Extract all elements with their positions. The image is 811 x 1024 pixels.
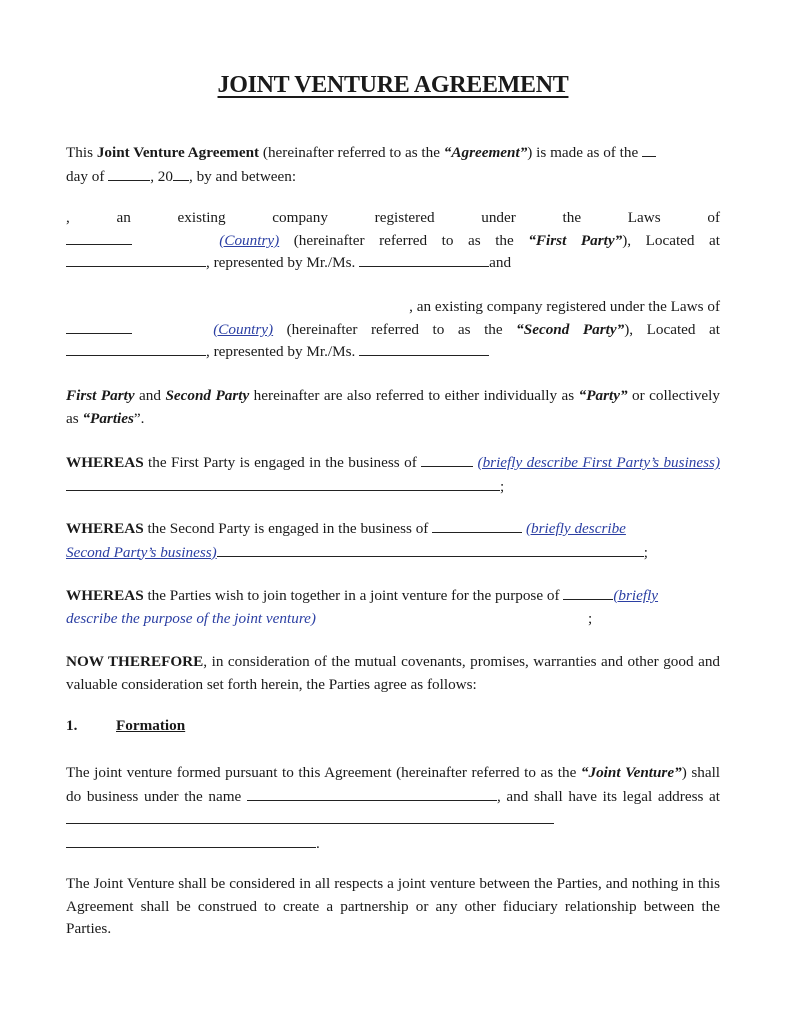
business-name-blank[interactable] — [247, 785, 497, 801]
now-therefore-paragraph: NOW THEREFORE, in consideration of the mutual covenants, promises, warranties and other good and valuable consideration set forth herein, the Parties agree as follows: — [66, 653, 721, 693]
first-party-country-link[interactable]: (Country) — [219, 232, 280, 249]
year-blank[interactable] — [173, 165, 189, 181]
second-party-rep-blank[interactable] — [359, 340, 489, 356]
second-party-business-line[interactable] — [217, 541, 644, 557]
purpose-hint[interactable]: (briefly — [613, 587, 659, 604]
second-party-business-hint-cont[interactable]: Second Party’s business) — [66, 543, 217, 561]
whereas-first-party: WHEREAS the First Party is engaged in the business of (briefly describe First Party’s business); — [66, 451, 720, 498]
legal-address-blank-cont[interactable] — [66, 832, 316, 848]
joint-venture-nature-paragraph: The Joint Venture shall be considered in all respects a joint venture between the Parties, and nothing in this Agreement shall be construed to create a partnership or any other fiduciary relationship between the Parties. — [66, 875, 720, 937]
second-party-address-blank[interactable] — [66, 340, 206, 356]
day-blank[interactable] — [642, 141, 656, 157]
first-party-business-hint[interactable]: (briefly describe First Party’s business) — [477, 454, 720, 471]
first-party-rep-blank[interactable] — [359, 251, 489, 267]
first-party-business-blank[interactable] — [421, 451, 473, 467]
second-party-business-hint[interactable]: (briefly describe — [525, 520, 626, 537]
first-party-line3: , represented by Mr./Ms. and — [66, 251, 720, 275]
second-party-business-blank[interactable] — [432, 517, 522, 533]
month-blank[interactable] — [108, 165, 150, 181]
section-1-heading: 1. Formation — [66, 717, 186, 734]
whereas-purpose: WHEREAS the Parties wish to join together in a joint venture for the purpose of (briefly describe the purpose of the joint venture) ; — [66, 584, 720, 630]
whereas-second-party: WHEREAS the Second Party is engaged in the business of (briefly describe Second Party’s business) ; — [66, 517, 720, 564]
second-party-line2: (Country) (hereinafter referred to as the “Second Party”), Located at — [66, 318, 720, 342]
second-party-country-blank[interactable] — [66, 318, 132, 334]
second-party-country-link[interactable]: (Country) — [213, 321, 274, 338]
first-party-address-blank[interactable] — [66, 251, 206, 267]
legal-address-blank[interactable] — [66, 808, 554, 824]
purpose-blank[interactable] — [563, 584, 613, 600]
purpose-hint-cont: describe the purpose of the joint venture) — [66, 609, 316, 627]
intro-paragraph: This Joint Venture Agreement (hereinafter referred to as the “Agreement”) is made as of the day of , 20 , by and between: — [66, 141, 720, 188]
parties-definition: First Party and Second Party hereinafter are also referred to either individually as “Party” or collectively as “Parties”. — [66, 387, 720, 427]
second-party-paragraph: , an existing company registered under the Laws of — [409, 298, 720, 315]
first-party-business-line[interactable] — [66, 475, 500, 491]
document-title: JOINT VENTURE AGREEMENT — [217, 72, 569, 98]
second-party-line3: , represented by Mr./Ms. — [66, 340, 720, 364]
formation-paragraph: The joint venture formed pursuant to this Agreement (hereinafter referred to as the “Joint Venture”) shall do business under the name , and shall have its legal address at . — [66, 764, 721, 852]
first-party-country-blank[interactable] — [66, 229, 132, 245]
first-party-line2: (Country) (hereinafter referred to as the “First Party”), Located at — [66, 229, 720, 253]
first-party-paragraph: , an existing company registered under the Laws of — [66, 209, 720, 226]
